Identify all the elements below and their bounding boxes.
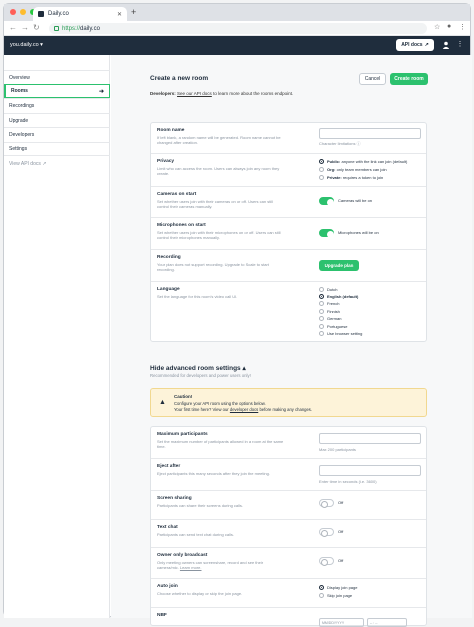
account-name: you.daily.co bbox=[10, 42, 39, 48]
nbf-row bbox=[151, 607, 426, 627]
browser-tab[interactable] bbox=[33, 7, 127, 21]
developer-docs-link[interactable]: developer docs bbox=[229, 407, 259, 412]
language-option[interactable] bbox=[319, 301, 339, 306]
advanced-title: Hide advanced room settings bbox=[150, 365, 241, 372]
auto-join-option-label: Display join page bbox=[327, 585, 358, 590]
room-name-label: Room name bbox=[157, 128, 185, 133]
eject-after-label: Eject after bbox=[157, 464, 181, 469]
cameras-label: Cameras on start bbox=[157, 192, 197, 197]
browser-toolbar bbox=[4, 21, 470, 36]
arrow-right-icon: ➜ bbox=[98, 88, 104, 95]
recording-label: Recording bbox=[157, 255, 181, 260]
privacy-option-public[interactable] bbox=[319, 159, 407, 164]
microphones-toggle[interactable] bbox=[319, 229, 334, 237]
sidebar-item-label: Recordings bbox=[9, 102, 35, 109]
privacy-option-text: requires a token to join bbox=[342, 175, 384, 180]
screen-sharing-toggle[interactable] bbox=[319, 499, 334, 507]
user-icon[interactable] bbox=[442, 41, 450, 49]
warning-icon: ▲ bbox=[159, 399, 166, 406]
external-link-icon: ↗ bbox=[42, 161, 47, 167]
radio-unselected[interactable] bbox=[319, 593, 324, 598]
language-desc: Set the language for this room's video call UI. bbox=[157, 294, 238, 299]
privacy-row bbox=[151, 153, 426, 186]
close-window-button[interactable] bbox=[10, 9, 16, 15]
eject-after-row bbox=[151, 458, 426, 490]
language-row bbox=[151, 281, 426, 341]
auto-join-option[interactable] bbox=[319, 585, 357, 590]
radio-unselected[interactable] bbox=[319, 287, 324, 292]
recording-row bbox=[151, 249, 426, 281]
tab-title: Daily.co bbox=[48, 11, 69, 17]
auto-join-desc: Choose whether to display or skip the join page. bbox=[157, 591, 243, 596]
radio-unselected[interactable] bbox=[319, 324, 324, 329]
language-option-label: Finnish bbox=[327, 309, 340, 314]
sidebar-item-developers[interactable] bbox=[4, 127, 110, 141]
chevron-up-icon: ▴ bbox=[242, 365, 246, 372]
language-label: Language bbox=[157, 287, 180, 292]
caution-banner bbox=[150, 388, 427, 417]
developers-suffix: to learn more about the rooms endpoint. bbox=[213, 91, 294, 96]
advanced-subtitle: Recommended for developers and power users only! bbox=[150, 373, 251, 378]
nbf-date-input[interactable]: MM/DD/YYYY bbox=[319, 618, 364, 627]
auto-join-option[interactable] bbox=[319, 593, 352, 598]
text-chat-value: Off bbox=[338, 529, 344, 534]
sidebar bbox=[4, 55, 110, 618]
eject-after-input[interactable] bbox=[319, 465, 421, 476]
reload-icon[interactable]: ↻ bbox=[33, 23, 40, 32]
profile-icon[interactable]: ● bbox=[447, 23, 452, 30]
api-docs-label: API docs bbox=[401, 42, 423, 48]
sidebar-item-rooms[interactable] bbox=[4, 84, 110, 98]
info-icon: ⓘ bbox=[356, 141, 361, 146]
text-chat-row bbox=[151, 519, 426, 547]
external-link-icon: ↗ bbox=[424, 42, 429, 48]
bookmark-star-icon[interactable]: ☆ bbox=[434, 24, 441, 31]
account-switcher[interactable] bbox=[10, 42, 43, 48]
forward-arrow-icon[interactable]: → bbox=[21, 23, 29, 32]
radio-unselected[interactable] bbox=[319, 167, 324, 172]
owner-only-broadcast-toggle[interactable] bbox=[319, 557, 334, 565]
screen-sharing-desc: Participants can share their screens during calls. bbox=[157, 503, 244, 508]
eject-after-desc: Eject participants this many seconds after they join the meeting. bbox=[157, 471, 270, 476]
screen-sharing-value: Off bbox=[338, 500, 344, 505]
caution-line2-suffix: before making any changes. bbox=[259, 407, 313, 412]
chevron-down-icon: ▾ bbox=[40, 42, 43, 48]
advanced-settings-card bbox=[150, 426, 427, 626]
api-docs-button[interactable] bbox=[396, 39, 434, 51]
text-chat-label: Text chat bbox=[157, 525, 178, 530]
language-option[interactable] bbox=[319, 316, 341, 321]
upgrade-plan-button[interactable]: Upgrade plan bbox=[319, 260, 359, 271]
screen-sharing-label: Screen sharing bbox=[157, 496, 192, 501]
auto-join-row bbox=[151, 578, 426, 607]
radio-unselected[interactable] bbox=[319, 175, 324, 180]
address-bar[interactable] bbox=[49, 23, 427, 34]
app-header bbox=[4, 36, 470, 55]
caution-title: Caution! bbox=[174, 394, 193, 399]
sidebar-item-upgrade[interactable] bbox=[4, 113, 110, 127]
page-title: Create a new room bbox=[150, 75, 209, 82]
radio-selected[interactable] bbox=[319, 585, 324, 590]
owner-only-broadcast-desc-text: Only meeting owners can screenshare, record and see their camera/mic. bbox=[157, 560, 264, 571]
language-option[interactable] bbox=[319, 324, 347, 329]
language-option-label: German bbox=[327, 316, 342, 321]
owner-only-broadcast-row bbox=[151, 547, 426, 578]
language-option[interactable] bbox=[319, 287, 337, 292]
sidebar-item-overview[interactable] bbox=[4, 70, 110, 84]
room-name-hint bbox=[319, 141, 361, 147]
microphones-value: Microphones will be on bbox=[338, 230, 379, 235]
lock-icon bbox=[54, 26, 59, 31]
privacy-option-strong: Org: bbox=[327, 167, 336, 172]
max-participants-desc: Set the maximum number of participants allowed in a room at the same time. bbox=[157, 439, 284, 450]
url-host: daily.co bbox=[80, 25, 100, 32]
language-option[interactable] bbox=[319, 331, 362, 336]
owner-only-broadcast-desc bbox=[157, 560, 285, 570]
privacy-option-strong: Public: bbox=[327, 159, 341, 164]
radio-selected[interactable] bbox=[319, 159, 324, 164]
sidebar-item-label: Developers bbox=[9, 131, 35, 138]
max-participants-input[interactable] bbox=[319, 433, 421, 444]
privacy-desc: Limit who can access the room. Users can always join any room they create. bbox=[157, 166, 280, 177]
owner-only-broadcast-value: Off bbox=[338, 558, 344, 563]
browser-menu-icon[interactable]: ⋮ bbox=[459, 24, 466, 31]
radio-unselected[interactable] bbox=[319, 316, 324, 321]
eject-after-hint: Enter time in seconds (i.e. 3600) bbox=[319, 479, 377, 484]
text-chat-desc: Participants can send text chat during calls. bbox=[157, 532, 234, 537]
privacy-option-strong: Private: bbox=[327, 175, 342, 180]
max-participants-hint: Max 200 participants bbox=[319, 447, 356, 452]
caution-line1: Configure your API room using the options below. bbox=[174, 401, 266, 406]
radio-unselected[interactable] bbox=[319, 301, 324, 306]
sidebar-api-docs-link[interactable] bbox=[4, 157, 110, 171]
sidebar-api-label: View API docs bbox=[9, 161, 41, 167]
room-name-input[interactable] bbox=[319, 128, 421, 139]
microphones-desc: Set whether users join with their microphones on or off. Users can still control their microphones manually. bbox=[157, 230, 281, 241]
auto-join-label: Auto join bbox=[157, 584, 178, 589]
caution-line2-prefix: Your first time here? View our bbox=[174, 407, 229, 412]
room-name-desc: If left blank, a random name will be generated. Room name cannot be changed after creation. bbox=[157, 135, 281, 146]
max-participants-label: Maximum participants bbox=[157, 432, 208, 437]
language-option-label: Dutch bbox=[327, 287, 338, 292]
developers-prefix: Developers: bbox=[150, 91, 176, 96]
browser-tabbar bbox=[4, 4, 470, 21]
main-content bbox=[111, 55, 472, 625]
radio-unselected[interactable] bbox=[319, 331, 324, 336]
text-chat-toggle[interactable] bbox=[319, 528, 334, 536]
language-option[interactable] bbox=[319, 294, 358, 299]
microphones-label: Microphones on start bbox=[157, 223, 206, 228]
auto-join-option-label: Skip join page bbox=[327, 593, 353, 598]
radio-unselected[interactable] bbox=[319, 309, 324, 314]
screen-sharing-row bbox=[151, 490, 426, 519]
language-option-label: English (default) bbox=[327, 294, 359, 299]
create-room-button[interactable]: Create room bbox=[390, 73, 428, 85]
sidebar-item-recordings[interactable] bbox=[4, 98, 110, 112]
cameras-desc: Set whether users join with their cameras on or off. Users can still control their cameras manually. bbox=[157, 199, 273, 210]
privacy-label: Privacy bbox=[157, 159, 175, 164]
sidebar-item-settings[interactable] bbox=[4, 142, 110, 156]
language-option-label: Use browser setting bbox=[327, 331, 363, 336]
sidebar-item-label: Upgrade bbox=[9, 117, 29, 124]
recording-desc: Your plan does not support recording. Upgrade to Scale to start recording. bbox=[157, 262, 269, 273]
room-settings-card bbox=[150, 122, 427, 342]
browser-window bbox=[3, 3, 471, 625]
api-docs-link[interactable]: See our API docs bbox=[177, 91, 212, 96]
max-participants-row bbox=[151, 427, 426, 458]
sidebar-item-label: Overview bbox=[9, 74, 30, 81]
cancel-button[interactable]: Cancel bbox=[359, 73, 386, 85]
back-arrow-icon[interactable]: ← bbox=[9, 23, 17, 32]
language-option-label: Portuguese bbox=[327, 324, 348, 329]
nbf-time-input[interactable]: -- : -- bbox=[367, 618, 407, 627]
more-icon[interactable]: ⋮ bbox=[456, 41, 464, 48]
privacy-option-private[interactable] bbox=[319, 175, 383, 180]
cameras-toggle[interactable] bbox=[319, 197, 334, 205]
nbf-label: NBF bbox=[157, 613, 167, 618]
cameras-value: Cameras will be on bbox=[338, 198, 373, 203]
room-name-row bbox=[151, 123, 426, 153]
room-name-hint-text: Character limitations bbox=[319, 141, 356, 146]
new-tab-icon[interactable]: + bbox=[131, 7, 137, 17]
owner-only-broadcast-label: Owner only broadcast bbox=[157, 553, 208, 558]
url-scheme: https:// bbox=[62, 25, 81, 32]
close-tab-icon[interactable]: ✕ bbox=[116, 11, 122, 18]
developers-note bbox=[150, 91, 293, 96]
language-option-label: French bbox=[327, 301, 340, 306]
sidebar-item-label: Settings bbox=[9, 146, 28, 152]
privacy-option-text: only team members can join bbox=[336, 167, 387, 172]
minimize-window-button[interactable] bbox=[20, 9, 26, 15]
radio-selected[interactable] bbox=[319, 294, 324, 299]
caution-line2 bbox=[174, 407, 312, 412]
privacy-option-org[interactable] bbox=[319, 167, 387, 172]
privacy-option-text: anyone with the link can join (default) bbox=[341, 159, 408, 164]
learn-more-link[interactable]: Learn more. bbox=[179, 565, 202, 571]
favicon-icon bbox=[38, 11, 44, 17]
language-option[interactable] bbox=[319, 309, 340, 314]
microphones-row bbox=[151, 217, 426, 249]
advanced-settings-toggle[interactable] bbox=[150, 364, 246, 372]
cameras-row bbox=[151, 186, 426, 217]
sidebar-item-label: Rooms bbox=[11, 88, 28, 94]
